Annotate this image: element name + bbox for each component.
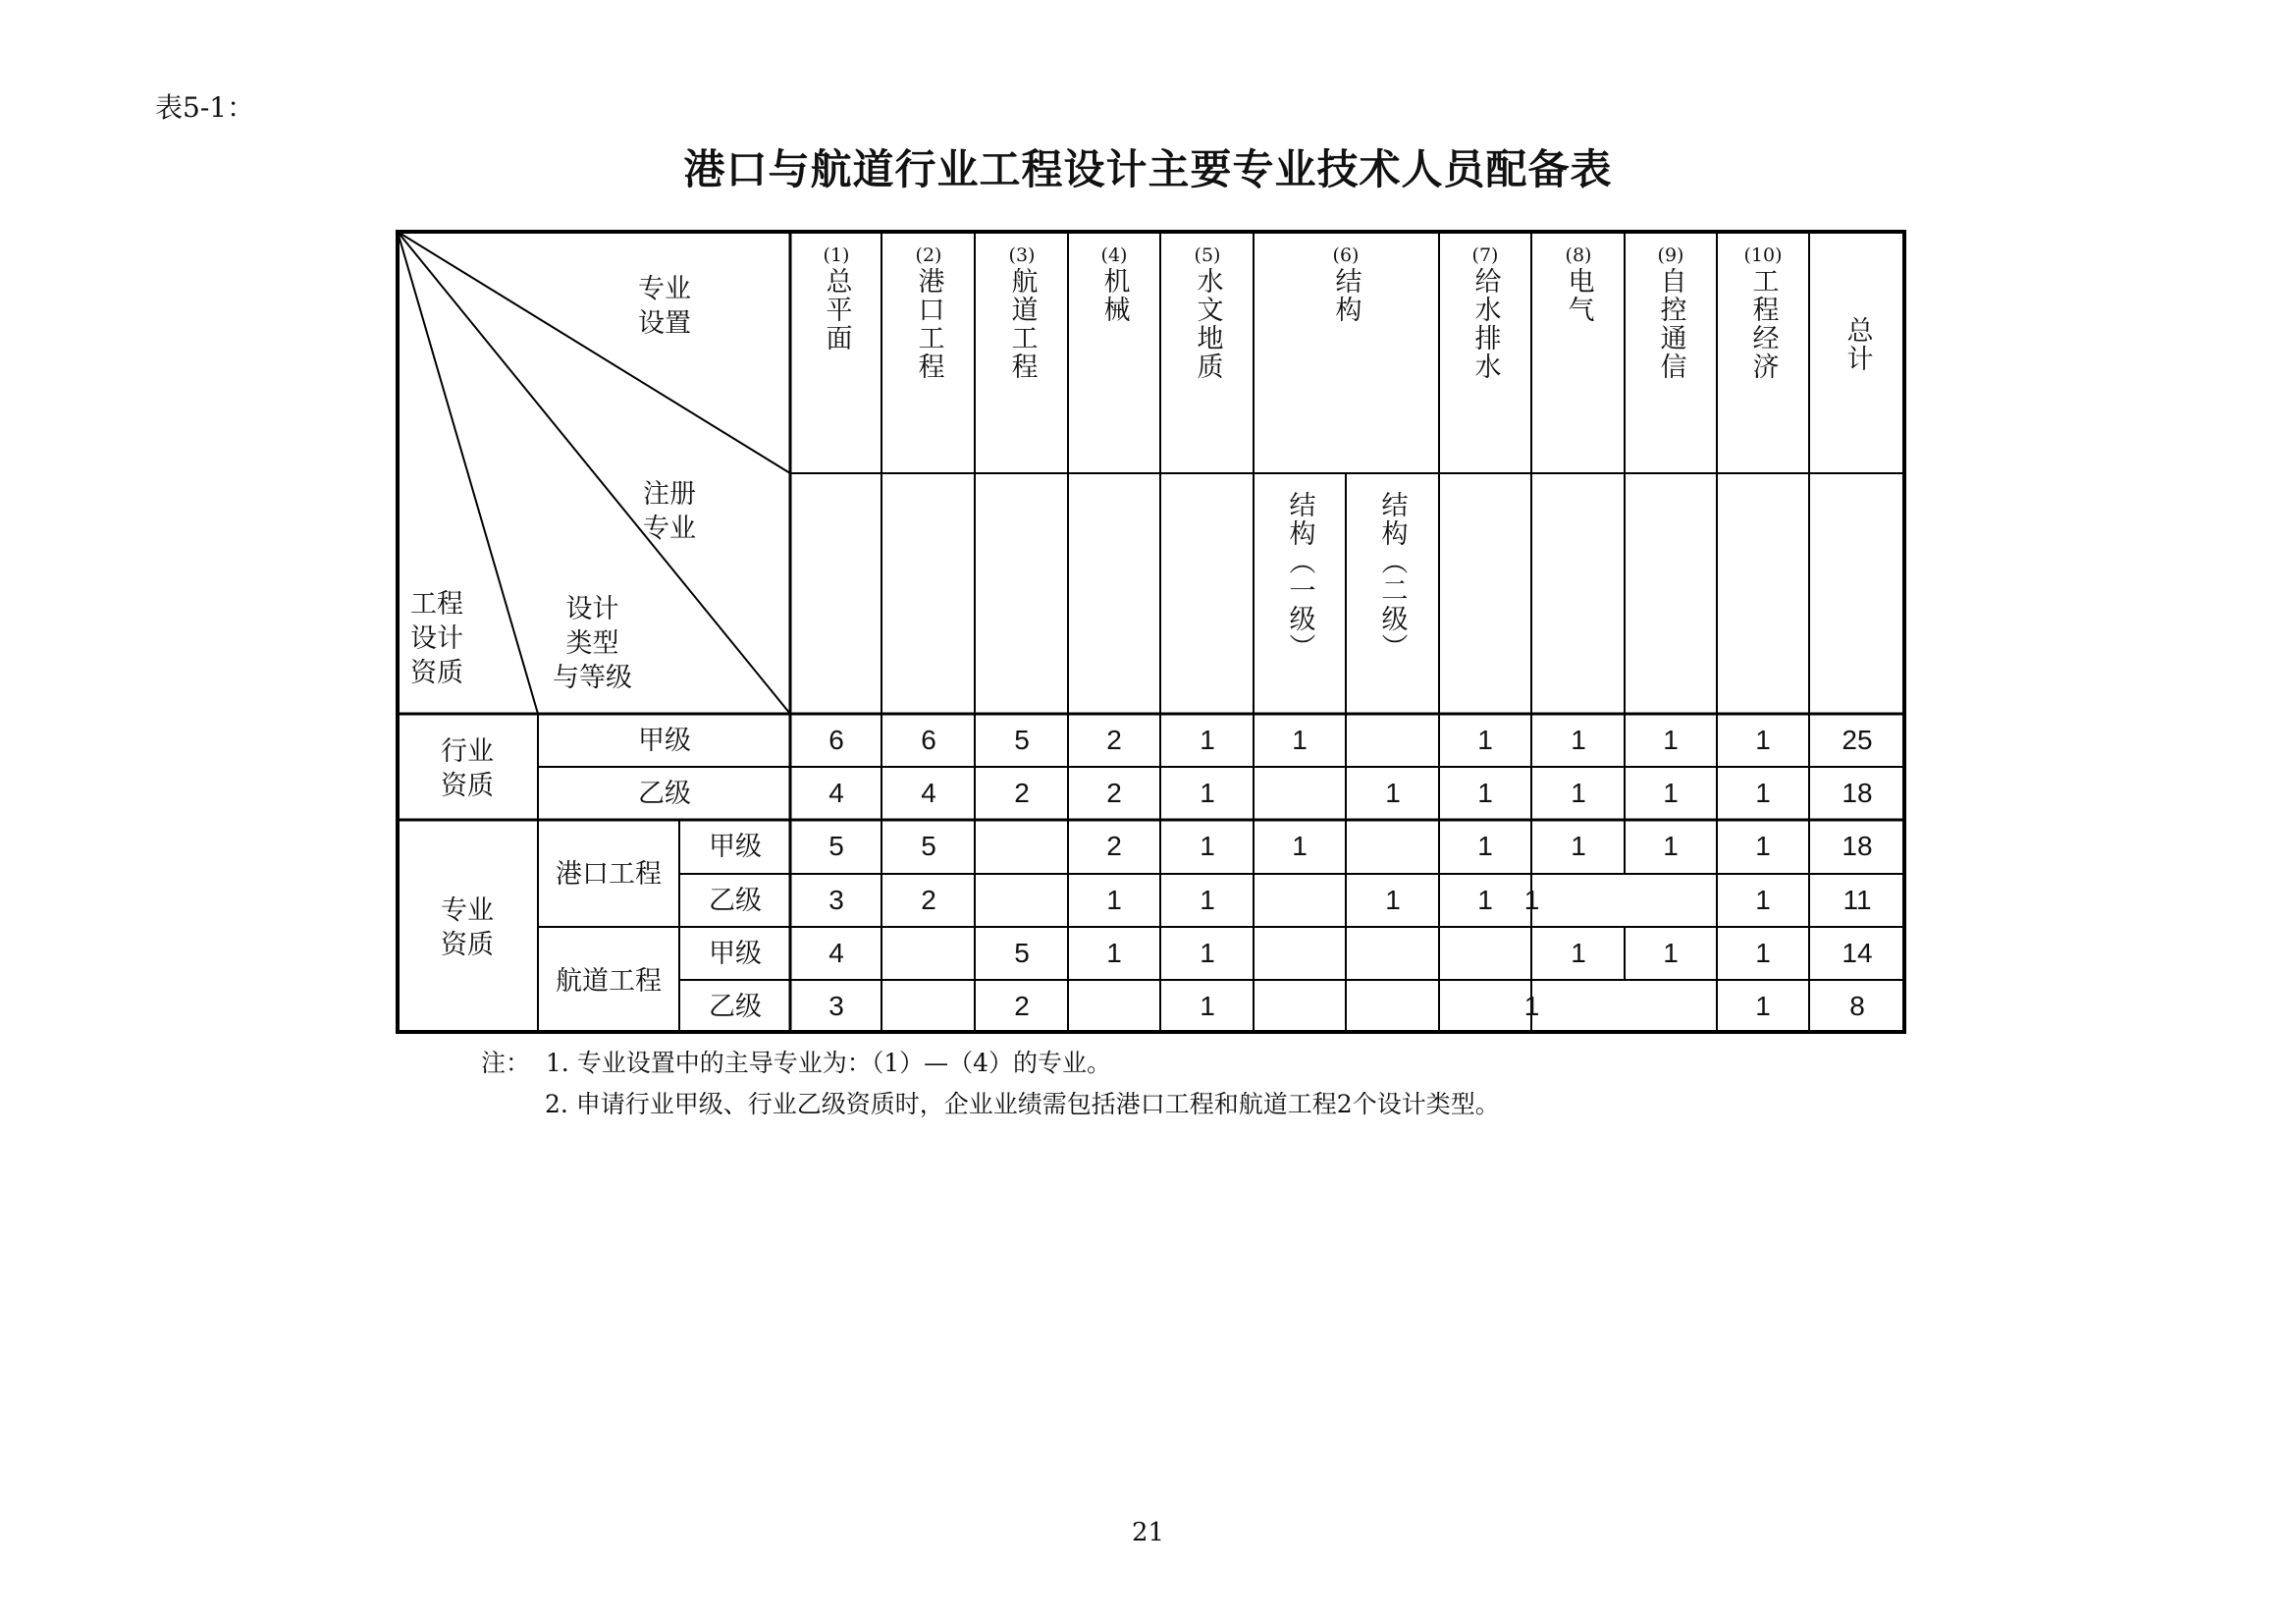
table-cell: 1 <box>1523 885 1540 915</box>
table-cell: 1 <box>1571 938 1586 968</box>
table-cell: 1 <box>1755 991 1771 1021</box>
table-cell: 1 <box>1663 725 1679 755</box>
table-cell: 1 <box>1477 831 1493 861</box>
table-cell: 4 <box>921 778 936 808</box>
column-header: 港口工程 <box>913 267 944 381</box>
table-cell: 1 <box>1292 831 1308 861</box>
table-cell: 11 <box>1842 885 1872 915</box>
table-cell: 8 <box>1849 991 1865 1021</box>
table-cell: 1 <box>1663 831 1679 861</box>
table-cell: 1 <box>1106 885 1122 915</box>
column-header: 机械 <box>1098 267 1130 324</box>
table-cell: 4 <box>828 778 844 808</box>
subcol-structure-grade-2: 结构（二级） <box>1376 491 1408 662</box>
column-number: (2) <box>915 244 942 266</box>
table-cell: 1 <box>1755 831 1771 861</box>
note-2: 2. 申请行业甲级、行业乙级资质时，企业业绩需包括港口工程和航道工程2个设计类型。 <box>545 1090 1500 1118</box>
table-cell: 1 <box>1385 778 1401 808</box>
column-header: 电气 <box>1563 267 1594 324</box>
table-cell: 2 <box>1106 778 1122 808</box>
table-cell: 1 <box>1200 938 1215 968</box>
page-number: 21 <box>1131 1518 1165 1547</box>
table-cell: 6 <box>828 725 844 755</box>
table-cell: 5 <box>1014 725 1030 755</box>
table-cell: 1 <box>1292 725 1308 755</box>
column-number: (1) <box>823 244 850 266</box>
subcol-structure-grade-1: 结构（一级） <box>1284 491 1315 662</box>
column-header: 航道工程 <box>1006 267 1038 381</box>
column-number: (9) <box>1657 244 1684 266</box>
table-cell: 1 <box>1755 778 1771 808</box>
table-cell: 1 <box>1663 938 1679 968</box>
table-cell: 18 <box>1842 831 1873 861</box>
row-channel-grade-b: 乙级 <box>709 992 762 1022</box>
column-header: 水文地质 <box>1192 267 1223 381</box>
table-cell: 1 <box>1477 725 1493 755</box>
table-cell: 1 <box>1200 885 1215 915</box>
corner-design-type-label: 设计 类型 与等级 <box>553 594 632 693</box>
table-cell: 1 <box>1571 831 1586 861</box>
note-1: 注： 1. 专业设置中的主导专业为：（1）—（4）的专业。 <box>481 1049 1112 1077</box>
table-cell: 1 <box>1755 725 1771 755</box>
table-cell: 2 <box>1106 831 1122 861</box>
table-cell: 3 <box>828 885 844 915</box>
table-cell: 5 <box>921 831 936 861</box>
column-header: 工程经济 <box>1747 267 1779 381</box>
row-port-engineering: 港口工程 <box>556 859 662 890</box>
table-caption: 表5-1： <box>155 91 255 124</box>
corner-specialty-label: 专业 设置 <box>638 274 691 339</box>
table-cell: 1 <box>1200 725 1215 755</box>
table-cell: 1 <box>1385 885 1401 915</box>
table-cell: 1 <box>1200 831 1215 861</box>
table-cell: 6 <box>921 725 936 755</box>
table-cell: 18 <box>1842 778 1873 808</box>
column-header: 总平面 <box>821 267 852 352</box>
page-title: 港口与航道行业工程设计主要专业技术人员配备表 <box>683 145 1613 193</box>
column-header: 总计 <box>1842 316 1873 373</box>
row-channel-engineering: 航道工程 <box>556 966 662 997</box>
table-cell: 1 <box>1106 938 1122 968</box>
corner-qualification-label: 工程 设计 资质 <box>410 589 463 688</box>
corner-registered-label: 注册 专业 <box>643 479 696 544</box>
table-cell: 1 <box>1200 778 1215 808</box>
table-cell: 1 <box>1523 991 1540 1021</box>
table-cell: 1 <box>1663 778 1679 808</box>
row-group-industry: 行业 资质 <box>441 736 494 801</box>
table-cell: 1 <box>1477 885 1493 915</box>
table-cell: 25 <box>1842 725 1873 755</box>
table-cell: 14 <box>1842 938 1873 968</box>
row-port-grade-a: 甲级 <box>709 832 762 862</box>
row-port-grade-b: 乙级 <box>709 886 762 916</box>
table-cell: 1 <box>1571 778 1586 808</box>
column-header: 给水排水 <box>1469 267 1501 381</box>
row-channel-grade-a: 甲级 <box>709 939 762 969</box>
column-number: (7) <box>1471 244 1499 266</box>
column-number: (5) <box>1194 244 1221 266</box>
table-cell: 1 <box>1755 885 1771 915</box>
column-number: (6) <box>1332 244 1360 266</box>
table-cell: 1 <box>1571 725 1586 755</box>
table-cell: 2 <box>1014 778 1030 808</box>
table-cell: 1 <box>1200 991 1215 1021</box>
table-cell: 2 <box>921 885 936 915</box>
column-number: (4) <box>1100 244 1128 266</box>
table-cell: 2 <box>1106 725 1122 755</box>
row-industry-grade-a: 甲级 <box>638 726 691 756</box>
column-number: (10) <box>1743 244 1783 266</box>
table-cell: 5 <box>828 831 844 861</box>
table-cell: 5 <box>1014 938 1030 968</box>
column-header: 自控通信 <box>1655 267 1686 381</box>
table-cell: 1 <box>1477 778 1493 808</box>
table-cell: 2 <box>1014 991 1030 1021</box>
row-group-specialty: 专业 资质 <box>441 895 494 960</box>
row-industry-grade-b: 乙级 <box>638 779 691 809</box>
column-number: (3) <box>1008 244 1036 266</box>
table-cell: 1 <box>1755 938 1771 968</box>
column-number: (8) <box>1565 244 1592 266</box>
table-cell: 3 <box>828 991 844 1021</box>
column-header: 结构 <box>1330 267 1362 324</box>
table-notes <box>481 1043 1500 1125</box>
table-cell: 4 <box>828 938 844 968</box>
